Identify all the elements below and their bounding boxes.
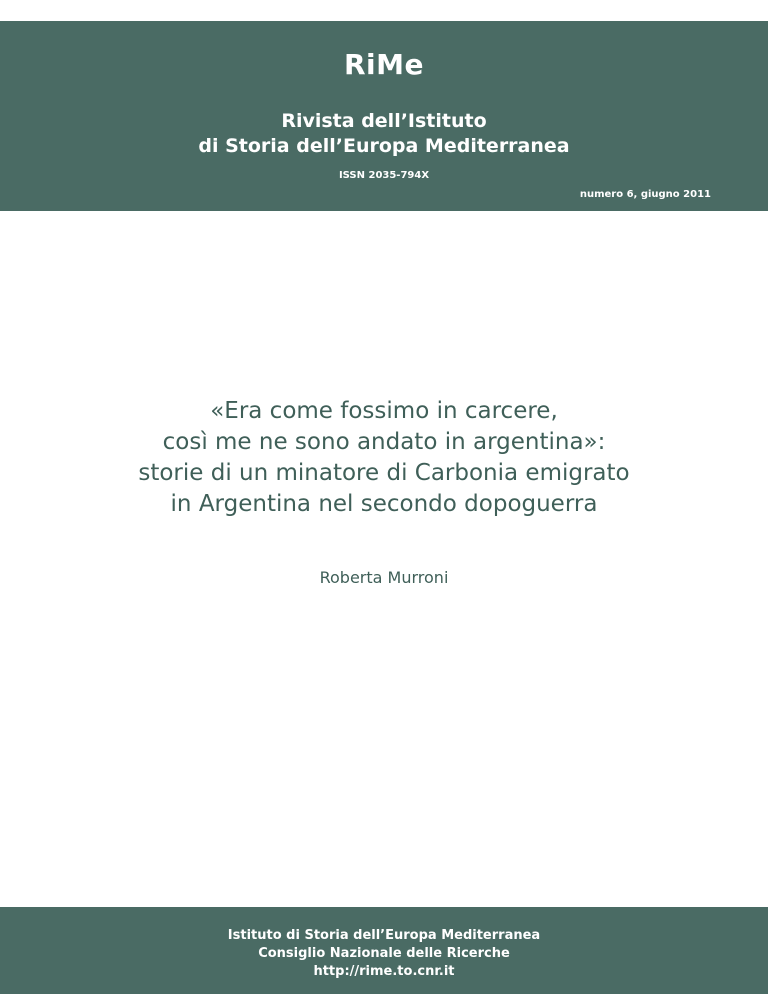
- issue-label: numero 6, giugno 2011: [579, 189, 711, 200]
- header-band: [0, 21, 768, 211]
- footer-band: [0, 907, 768, 994]
- title-line-2: così me ne sono andato in argentina»:: [162, 429, 606, 455]
- author-name: Roberta Murroni: [319, 568, 449, 587]
- journal-subtitle: [0, 109, 768, 159]
- subtitle-line-1: Rivista dell’Istituto: [281, 110, 487, 132]
- title-line-4: in Argentina nel secondo dopoguerra: [170, 491, 598, 517]
- title-line-1: «Era come fossimo in carcere,: [210, 398, 558, 424]
- footer-institute: Istituto di Storia dell’Europa Mediterranea: [227, 928, 541, 943]
- footer-text: [0, 927, 768, 981]
- article-title: [0, 396, 768, 520]
- issn-label: ISSN 2035-794X: [338, 170, 430, 181]
- subtitle-line-2: di Storia dell’Europa Mediterranea: [198, 135, 570, 157]
- title-line-3: storie di un minatore di Carbonia emigrato: [138, 460, 630, 486]
- journal-name: RiMe: [343, 48, 424, 81]
- footer-url-link[interactable]: http://rime.to.cnr.it: [313, 964, 455, 979]
- footer-council: Consiglio Nazionale delle Ricerche: [258, 946, 510, 961]
